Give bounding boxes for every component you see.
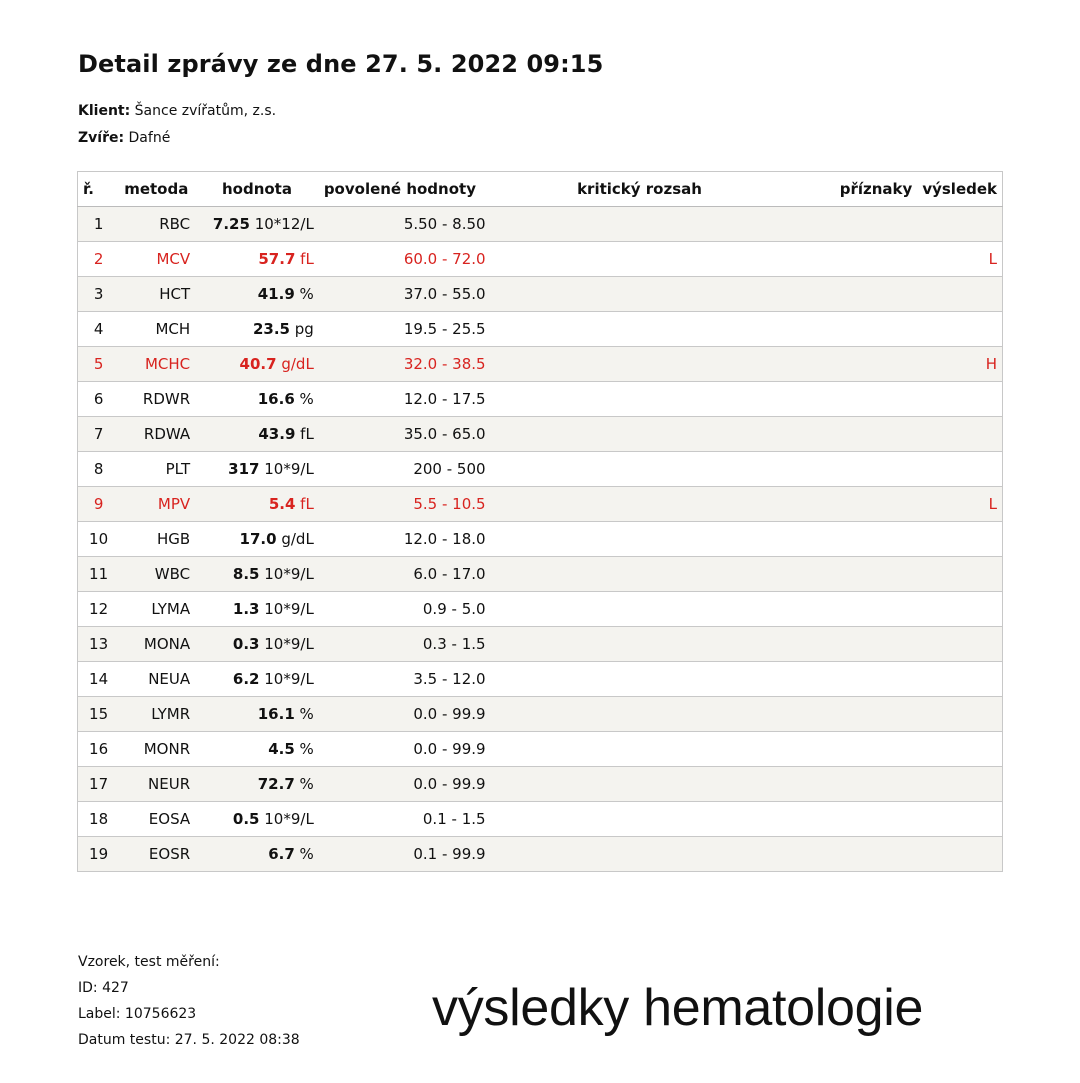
value-cell — [195, 277, 319, 312]
critical-cell — [491, 382, 789, 417]
table-body — [78, 207, 1003, 872]
flags-cell — [788, 207, 917, 242]
table-row — [78, 487, 1003, 522]
method-cell: MCH — [155, 320, 191, 338]
critical-cell — [491, 312, 789, 347]
flags-cell — [788, 522, 917, 557]
result-cell — [917, 697, 1002, 732]
table-row — [78, 802, 1003, 837]
value-unit: % — [299, 775, 314, 793]
row-number: 16 — [89, 740, 109, 758]
header-no: ř. — [78, 172, 120, 207]
critical-cell — [491, 662, 789, 697]
value-cell — [195, 417, 319, 452]
flags-cell — [788, 732, 917, 767]
flags-cell — [788, 767, 917, 802]
critical-cell — [491, 802, 789, 837]
client-label: Klient: — [78, 103, 131, 119]
flags-cell — [788, 837, 917, 872]
value-number: 0.5 — [232, 810, 260, 828]
critical-cell — [491, 557, 789, 592]
table-row — [78, 382, 1003, 417]
sample-heading: Vzorek, test měření: — [78, 954, 220, 970]
value-number: 6.2 — [232, 670, 260, 688]
row-number: 8 — [93, 460, 104, 478]
table-row — [78, 557, 1003, 592]
value-unit: 10*9/L — [264, 565, 314, 583]
row-number: 17 — [78, 767, 120, 802]
value-number: 0.3 — [232, 635, 260, 653]
critical-cell — [491, 452, 789, 487]
flags-cell — [788, 802, 917, 837]
critical-cell — [491, 347, 789, 382]
row-number: 10 — [89, 530, 109, 548]
table-header-row — [78, 172, 1003, 207]
critical-cell — [491, 697, 789, 732]
value-cell — [195, 487, 319, 522]
value-number: 43.9 — [258, 425, 296, 443]
value-unit: g/dL — [281, 355, 314, 373]
row-number: 9 — [78, 487, 120, 522]
table-row — [78, 592, 1003, 627]
result-cell: H — [917, 347, 1002, 382]
row-number: 19 — [78, 837, 120, 872]
row-number: 2 — [93, 250, 104, 268]
table-row — [78, 837, 1003, 872]
row-number: 4 — [93, 320, 104, 338]
table-row — [78, 312, 1003, 347]
result-cell — [917, 312, 1002, 347]
result-cell — [917, 207, 1002, 242]
value-number: 17.0 — [239, 530, 277, 548]
client-line — [78, 103, 276, 119]
sample-info — [78, 949, 300, 1053]
flags-cell — [788, 347, 917, 382]
value-cell — [195, 207, 319, 242]
value-number: 7.25 — [212, 215, 250, 233]
reference-cell: 19.5 - 25.5 — [403, 320, 486, 338]
critical-cell — [491, 837, 789, 872]
reference-cell: 12.0 - 18.0 — [403, 530, 486, 548]
reference-cell: 32.0 - 38.5 — [319, 347, 491, 382]
value-unit: % — [299, 705, 314, 723]
client-value: Šance zvířatům, z.s. — [134, 103, 277, 119]
method-cell: MCHC — [119, 347, 195, 382]
critical-cell — [491, 627, 789, 662]
reference-cell: 6.0 - 17.0 — [319, 557, 491, 592]
result-cell — [917, 732, 1002, 767]
header-result: výsledek — [917, 172, 1002, 207]
value-cell — [195, 347, 319, 382]
value-unit: % — [299, 845, 314, 863]
value-unit: fL — [300, 495, 314, 513]
row-number: 15 — [78, 697, 120, 732]
value-number: 16.1 — [257, 705, 295, 723]
reference-cell: 5.50 - 8.50 — [319, 207, 491, 242]
critical-cell — [491, 207, 789, 242]
row-number: 12 — [89, 600, 109, 618]
table-row — [78, 522, 1003, 557]
table-row — [78, 767, 1003, 802]
critical-cell — [491, 417, 789, 452]
method-cell: MPV — [119, 487, 195, 522]
flags-cell — [788, 697, 917, 732]
flags-cell — [788, 662, 917, 697]
method-cell: RDWA — [119, 417, 195, 452]
value-unit: fL — [300, 250, 314, 268]
animal-label: Zvíře: — [78, 130, 125, 146]
value-cell — [195, 627, 319, 662]
result-cell — [917, 767, 1002, 802]
row-number: 11 — [78, 557, 120, 592]
result-cell — [917, 382, 1002, 417]
reference-cell: 12.0 - 17.5 — [403, 390, 486, 408]
value-cell — [195, 592, 319, 627]
flags-cell — [788, 627, 917, 662]
results-table — [77, 171, 1003, 872]
report-title: Detail zprávy ze dne 27. 5. 2022 09:15 — [78, 50, 604, 78]
value-unit: g/dL — [281, 530, 314, 548]
critical-cell — [491, 277, 789, 312]
reference-cell: 0.0 - 99.9 — [319, 697, 491, 732]
result-cell — [917, 592, 1002, 627]
header-flags: příznaky — [788, 172, 917, 207]
method-cell: MONR — [143, 740, 191, 758]
value-cell — [195, 802, 319, 837]
table-row — [78, 347, 1003, 382]
reference-cell: 0.9 - 5.0 — [422, 600, 486, 618]
value-cell — [195, 837, 319, 872]
value-number: 6.7 — [268, 845, 295, 863]
flags-cell — [788, 417, 917, 452]
value-cell — [195, 382, 319, 417]
reference-cell: 0.0 - 99.9 — [413, 740, 486, 758]
reference-cell: 37.0 - 55.0 — [319, 277, 491, 312]
value-number: 23.5 — [252, 320, 290, 338]
result-cell — [917, 837, 1002, 872]
value-unit: % — [299, 740, 314, 758]
row-number: 18 — [89, 810, 109, 828]
flags-cell — [788, 382, 917, 417]
row-number: 1 — [78, 207, 120, 242]
result-cell — [917, 802, 1002, 837]
table-row — [78, 417, 1003, 452]
reference-cell: 0.1 - 99.9 — [319, 837, 491, 872]
row-number: 3 — [78, 277, 120, 312]
method-cell: HGB — [156, 530, 191, 548]
sample-id: ID: 427 — [78, 980, 129, 996]
table-row — [78, 452, 1003, 487]
value-unit: 10*9/L — [264, 635, 314, 653]
critical-cell — [491, 592, 789, 627]
reference-cell: 3.5 - 12.0 — [413, 670, 486, 688]
result-cell — [917, 452, 1002, 487]
result-cell: L — [917, 487, 1002, 522]
value-unit: 10*9/L — [264, 600, 314, 618]
animal-line — [78, 130, 170, 146]
table-row — [78, 627, 1003, 662]
flags-cell — [788, 487, 917, 522]
caption: výsledky hematologie — [432, 979, 924, 1037]
value-cell — [195, 697, 319, 732]
animal-value: Dafné — [128, 130, 171, 146]
reference-cell: 60.0 - 72.0 — [403, 250, 486, 268]
method-cell: NEUR — [119, 767, 195, 802]
method-cell: RBC — [119, 207, 195, 242]
header-critical: kritický rozsah — [491, 172, 789, 207]
value-number: 4.5 — [268, 740, 295, 758]
method-cell: EOSR — [119, 837, 195, 872]
flags-cell — [788, 312, 917, 347]
result-cell — [917, 277, 1002, 312]
method-cell: LYMA — [151, 600, 191, 618]
value-cell — [195, 312, 319, 347]
value-unit: fL — [300, 425, 314, 443]
flags-cell — [788, 557, 917, 592]
method-cell: NEUA — [148, 670, 191, 688]
table-row — [78, 207, 1003, 242]
value-cell — [195, 522, 319, 557]
critical-cell — [491, 242, 789, 277]
sample-date: Datum testu: 27. 5. 2022 08:38 — [78, 1032, 300, 1048]
method-cell: WBC — [119, 557, 195, 592]
table-row — [78, 277, 1003, 312]
reference-cell: 0.0 - 99.9 — [319, 767, 491, 802]
critical-cell — [491, 767, 789, 802]
value-number: 72.7 — [257, 775, 295, 793]
reference-cell: 5.5 - 10.5 — [319, 487, 491, 522]
value-unit: % — [299, 285, 314, 303]
value-number: 41.9 — [257, 285, 295, 303]
value-unit: pg — [294, 320, 314, 338]
value-unit: % — [299, 390, 314, 408]
result-cell — [917, 627, 1002, 662]
flags-cell — [788, 277, 917, 312]
value-cell — [195, 767, 319, 802]
method-cell: PLT — [165, 460, 191, 478]
flags-cell — [788, 452, 917, 487]
value-number: 8.5 — [232, 565, 260, 583]
reference-cell: 200 - 500 — [413, 460, 486, 478]
result-cell — [917, 662, 1002, 697]
row-number: 5 — [78, 347, 120, 382]
value-cell — [195, 557, 319, 592]
row-number: 7 — [78, 417, 120, 452]
header-method: metoda — [119, 172, 195, 207]
value-number: 57.7 — [258, 250, 296, 268]
critical-cell — [491, 487, 789, 522]
table-row — [78, 242, 1003, 277]
method-cell: MCV — [156, 250, 191, 268]
value-cell — [195, 662, 319, 697]
flags-cell — [788, 242, 917, 277]
method-cell: MONA — [119, 627, 195, 662]
flags-cell — [788, 592, 917, 627]
value-unit: 10*9/L — [264, 460, 314, 478]
header-reference: povolené hodnoty — [319, 172, 491, 207]
method-cell: EOSA — [148, 810, 191, 828]
table-row — [78, 662, 1003, 697]
value-number: 5.4 — [268, 495, 296, 513]
critical-cell — [491, 732, 789, 767]
method-cell: RDWR — [142, 390, 191, 408]
result-cell — [917, 557, 1002, 592]
value-number: 16.6 — [257, 390, 295, 408]
sample-label: Label: 10756623 — [78, 1006, 197, 1022]
value-cell — [195, 732, 319, 767]
result-cell — [917, 522, 1002, 557]
header-value: hodnota — [195, 172, 319, 207]
method-cell: LYMR — [119, 697, 195, 732]
value-unit: 10*9/L — [264, 670, 314, 688]
row-number: 6 — [93, 390, 104, 408]
table-row — [78, 732, 1003, 767]
value-unit: 10*12/L — [254, 215, 314, 233]
reference-cell: 35.0 - 65.0 — [319, 417, 491, 452]
value-number: 1.3 — [232, 600, 260, 618]
value-number: 317 — [228, 460, 260, 478]
value-number: 40.7 — [239, 355, 277, 373]
method-cell: HCT — [119, 277, 195, 312]
reference-cell: 0.3 - 1.5 — [319, 627, 491, 662]
value-unit: 10*9/L — [264, 810, 314, 828]
reference-cell: 0.1 - 1.5 — [422, 810, 486, 828]
value-cell — [195, 452, 319, 487]
row-number: 14 — [89, 670, 109, 688]
value-cell — [195, 242, 319, 277]
row-number: 13 — [78, 627, 120, 662]
critical-cell — [491, 522, 789, 557]
result-cell — [917, 417, 1002, 452]
table-row — [78, 697, 1003, 732]
result-cell: L — [988, 250, 997, 268]
